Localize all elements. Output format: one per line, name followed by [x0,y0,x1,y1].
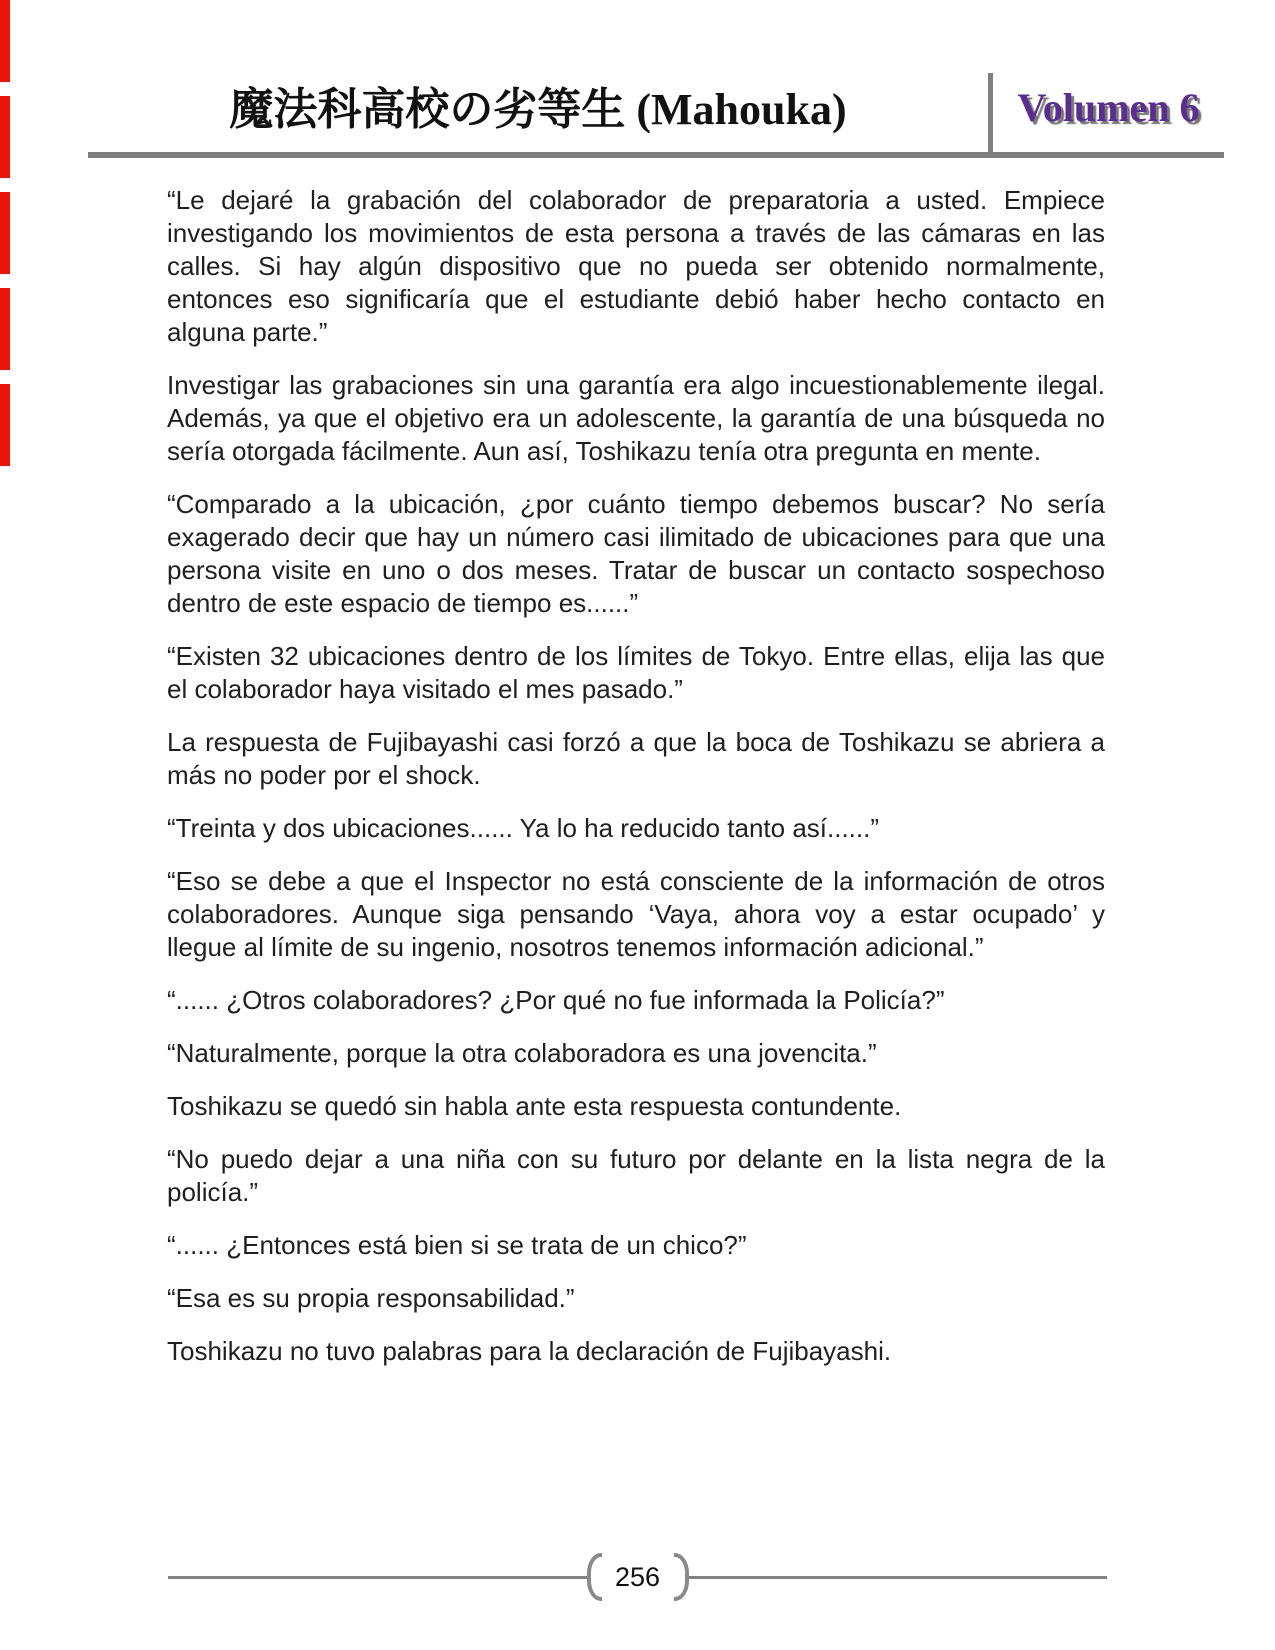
paragraph: “No puedo dejar a una niña con su futuro por delante en la lista negra de la policía.” [167,1144,1105,1207]
footer-line-right [689,1576,1108,1579]
paragraph: Investigar las grabaciones sin una garantía era algo incuestionablemente ilegal. Además, ya que el objetivo era un adolescente, la garantía de una búsqueda no sería otorgada fácilmente. Aun así, Toshikazu tenía otra pregunta en mente. [167,370,1105,466]
page-header [88,0,1224,152]
header-rule [88,152,1224,158]
page-body [167,184,1105,1388]
page-number: 256 [614,1562,661,1592]
paragraph: Toshikazu no tuvo palabras para la declaración de Fujibayashi. [167,1336,892,1366]
paragraph: “Treinta y dos ubicaciones...... Ya lo ha reducido tanto así......” [167,813,880,843]
paragraph: La respuesta de Fujibayashi casi forzó a que la boca de Toshikazu se abriera a más no poder por el shock. [167,727,1105,790]
paragraph: “...... ¿Entonces está bien si se trata de un chico?” [167,1230,747,1260]
volume-label: Volumen 6 [1017,84,1200,130]
footer-line-left [168,1576,587,1579]
paragraph: “Naturalmente, porque la otra colaboradora es una jovencita.” [167,1038,877,1068]
page-footer [168,1550,1107,1604]
book-title: 魔法科高校の劣等生 (Mahouka) [229,85,847,134]
paragraph: “...... ¿Otros colaboradores? ¿Por qué no fue informada la Policía?” [167,985,945,1015]
page-number-bracket-left-icon [587,1553,602,1601]
edge-annotation-marks [0,0,10,470]
page-number-bracket-right-icon [674,1553,689,1601]
paragraph: “Esa es su propia responsabilidad.” [167,1283,575,1313]
paragraph: “Eso se debe a que el Inspector no está consciente de la información de otros colaboradores. Aunque siga pensando ‘Vaya, ahora voy a estar ocupado’ y llegue al límite de su ingenio, nosotros tenemos información adicional.” [167,866,1105,962]
title-cell [88,58,988,152]
paragraph: “Le dejaré la grabación del colaborador de preparatoria a usted. Empiece investigando los movimientos de esta persona a través de las cámaras en las calles. Si hay algún dispositivo que no pueda ser obtenido normalmente, entonces eso significaría que el estudiante debió haber hecho contacto en alguna parte.” [167,185,1105,347]
paragraph: “Comparado a la ubicación, ¿por cuánto tiempo debemos buscar? No sería exagerado decir que hay un número casi ilimitado de ubicaciones para que una persona visite en uno o dos meses. Tratar de buscar un contacto sospechoso dentro de este espacio de tiempo es......” [167,489,1105,618]
paragraph: “Existen 32 ubicaciones dentro de los límites de Tokyo. Entre ellas, elija las que el colaborador haya visitado el mes pasado.” [167,641,1105,704]
paragraph: Toshikazu se quedó sin habla ante esta respuesta contundente. [167,1091,902,1121]
volume-cell [993,72,1224,142]
